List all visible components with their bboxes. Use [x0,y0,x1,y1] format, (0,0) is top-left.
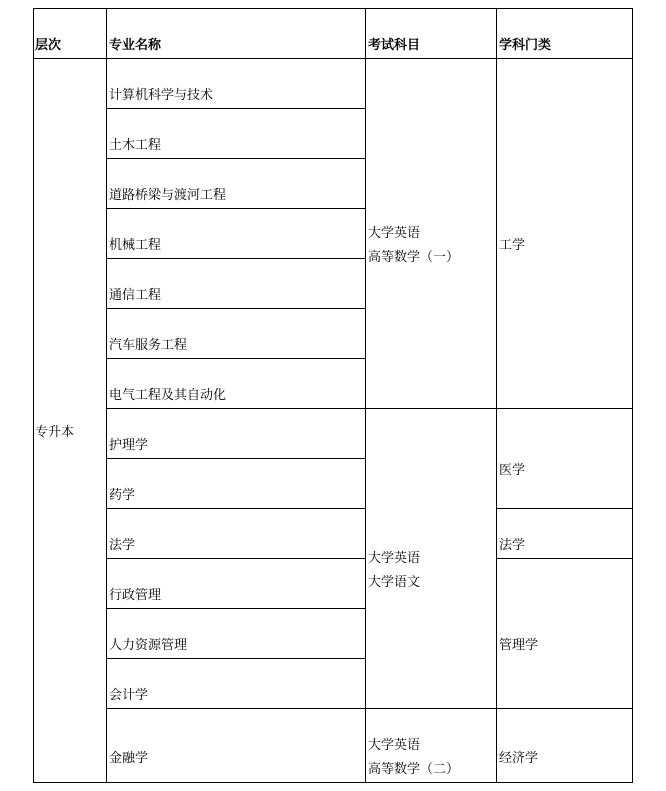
col-sep-3 [496,8,497,783]
category-cell: 医学 [499,463,526,478]
subjects-line: 大学语文 [368,575,421,590]
major-cell: 药学 [109,488,136,503]
category-cell: 管理学 [499,638,539,653]
major-cell: 护理学 [109,438,149,453]
major-cell: 法学 [109,538,136,553]
subjects-line: 大学英语 [368,226,421,241]
major-cell: 电气工程及其自动化 [109,388,227,403]
major-cell: 计算机科学与技术 [109,88,214,103]
border-top [33,8,633,9]
row-line [106,108,366,109]
row-line [106,708,633,709]
border-right [632,8,633,783]
row-line [106,658,366,659]
row-line [496,508,633,509]
row-line [106,308,366,309]
major-cell: 金融学 [109,751,149,766]
row-line [106,408,633,409]
col-sep-2 [365,8,366,783]
level-cell: 专升本 [35,425,75,440]
row-line [106,258,366,259]
header-divider [33,58,633,59]
header-major: 专业名称 [109,38,162,53]
border-left [33,8,34,783]
major-cell: 通信工程 [109,288,162,303]
major-cell: 机械工程 [109,238,162,253]
row-line [106,608,366,609]
major-cell: 会计学 [109,688,149,703]
row-line [106,558,366,559]
row-line [106,508,366,509]
major-cell: 汽车服务工程 [109,338,188,353]
subjects-line: 大学英语 [368,738,421,753]
row-line [106,208,366,209]
category-cell: 经济学 [499,751,539,766]
major-cell: 道路桥梁与渡河工程 [109,188,227,203]
header-level: 层次 [35,38,62,53]
row-line [106,458,366,459]
subjects-line: 大学英语 [368,551,421,566]
major-cell: 行政管理 [109,588,162,603]
border-bottom [33,782,633,783]
col-sep-1 [106,8,107,783]
row-line [106,358,366,359]
header-subjects: 考试科目 [368,38,421,53]
major-cell: 人力资源管理 [109,638,188,653]
subjects-line: 高等数学（二） [368,762,460,777]
major-cell: 土木工程 [109,138,162,153]
header-category: 学科门类 [499,38,552,53]
row-line [496,558,633,559]
row-line [106,158,366,159]
category-cell: 法学 [499,538,526,553]
category-cell: 工学 [499,238,526,253]
subjects-line: 高等数学（一） [368,250,460,265]
majors-table [33,8,633,783]
